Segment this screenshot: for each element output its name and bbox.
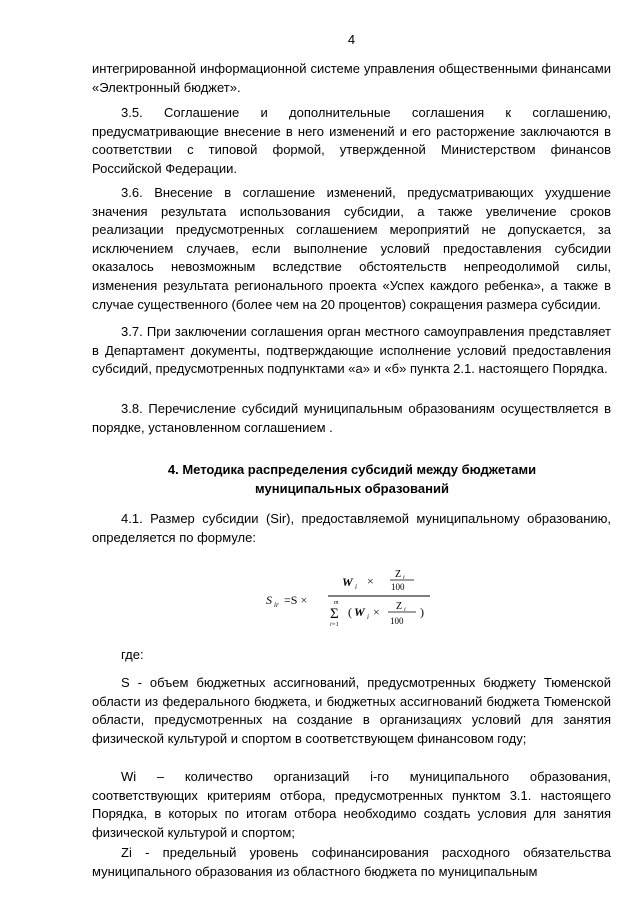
formula-lhs: S <box>266 593 272 607</box>
formula-num-z-sub: i <box>403 575 405 581</box>
formula-lhs-sub: ir <box>274 601 279 609</box>
paragraph-def-zi: Zi - предельный уровень софинансирования расходного обязательства муниципального образования из областного бюджета по муниципальным <box>92 845 611 879</box>
formula-den-w: W <box>354 605 365 619</box>
paragraph-3-6: 3.6. Внесение в соглашение изменений, предусматривающих ухудшение значения результата использования субсидии, а также увеличение сроков реализации предусмотренных соглашением мероприятий не допускается, за исключением случаев, если выполнение условий предоставления субсидии оказалось невозможным вследствие обстоятельств непреодолимой силы, изменения результата регионального проекта «Успех каждого ребенка», а также в случае существенного (более чем на 20 процентов) сокращения размера субсидии. <box>92 185 611 312</box>
formula-den-w-sub: i <box>367 613 369 621</box>
formula-sigma: Σ <box>330 606 339 622</box>
formula-num-z: Z <box>395 569 402 580</box>
paragraph-3-8: 3.8. Перечисление субсидий муниципальным образованиям осуществляется в порядке, установленном соглашением . <box>92 401 611 435</box>
formula-times-1: × <box>367 574 374 588</box>
paragraph-3-5: 3.5. Соглашение и дополнительные соглашения к соглашению, предусматривающие внесение в него изменений и его расторжение заключаются в соответствии с типовой формой, утвержденной Министерством финансов Российской Федерации. <box>92 105 611 176</box>
paragraph-where: где: <box>121 647 144 662</box>
formula-num-100: 100 <box>391 582 405 592</box>
formula-paren-close: ) <box>420 605 424 619</box>
formula <box>264 565 464 635</box>
formula-times-2: × <box>373 605 380 619</box>
formula-eq: =S × <box>284 593 308 607</box>
formula-sigma-top: m <box>334 600 339 606</box>
paragraph-def-wi: Wi – количество организаций i-го муниципального образования, соответствующих критериям отбора, предусмотренных пунктом 3.1. настоящего Порядка, в которых по итогам отбора необходимо создать условия для занятия физической культурой и спортом; <box>92 769 611 840</box>
formula-sigma-bottom: i=1 <box>330 622 339 628</box>
formula-num-w: W <box>342 575 353 589</box>
paragraph-4-1: 4.1. Размер субсидии (Sir), предоставляемой муниципальному образованию, определяется по формуле: <box>92 511 611 545</box>
paragraph-continuation: интегрированной информационной системе управления общественными финансами «Электронный бюджет». <box>92 61 611 95</box>
formula-den-z: Z <box>396 601 403 612</box>
section-heading: 4. Методика распределения субсидий между бюджетами муниципальных образований <box>167 462 537 496</box>
formula-den-z-sub: i <box>404 607 406 613</box>
paragraph-def-s: S - объем бюджетных ассигнований, предусмотренных бюджету Тюменской области из федерального бюджета, и бюджетных ассигнований бюджета Тюменской области, предусмотренных на создание в организациях условий для занятия физической культурой и спортом в соответствующем финансовом году; <box>92 675 611 746</box>
paragraph-3-7: 3.7. При заключении соглашения орган местного самоуправления представляет в Департамент документы, подтверждающие исполнение условий предоставления субсидий, предусмотренных подпунктами «а» и «б» пункта 2.1. настоящего Порядка. <box>92 324 611 377</box>
page-number: 4 <box>347 32 356 47</box>
formula-den-100: 100 <box>390 616 404 626</box>
formula-num-w-sub: i <box>355 583 357 591</box>
formula-paren-open: ( <box>348 605 352 619</box>
